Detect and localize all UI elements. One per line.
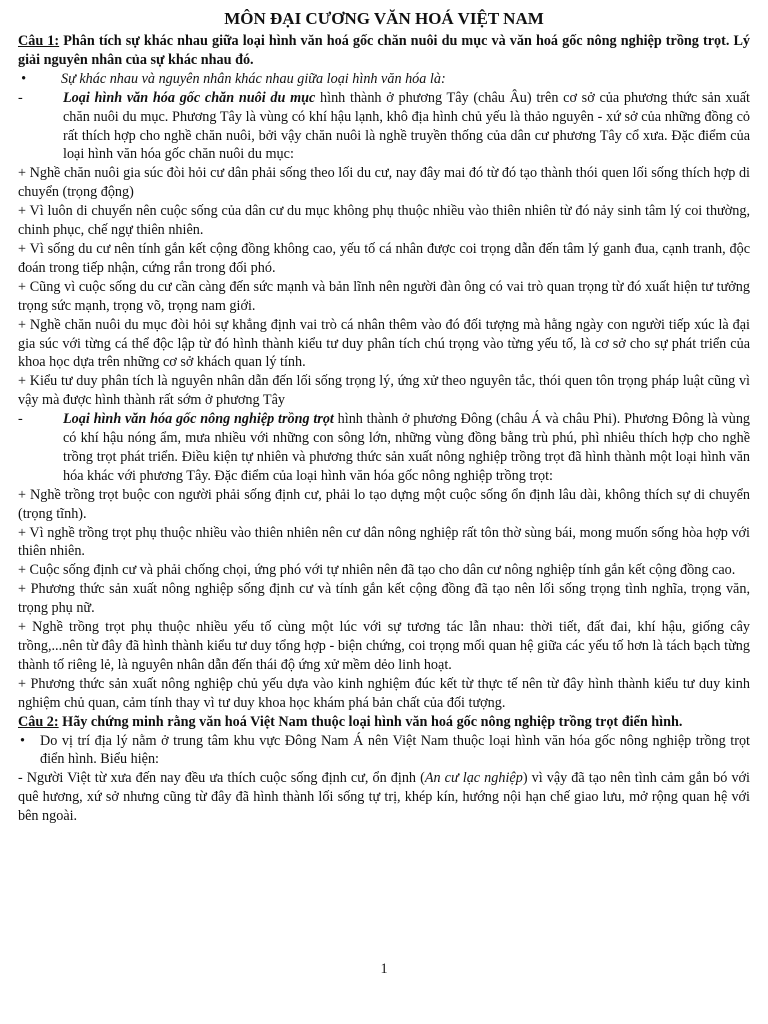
nomad-heading: Loại hình văn hóa gốc chăn nuôi du mục [63, 89, 316, 106]
q2-bullet-text: Do vị trí địa lý nằm ở trung tâm khu vực Đông Nam Á nên Việt Nam thuộc loại hình văn hóa gốc nông nghiệp trồng trọt điển hình. Biểu hiện: [40, 732, 750, 768]
question-2-label: Câu 2: [18, 713, 59, 730]
nomad-point: + Vì sống du cư nên tính gắn kết cộng đồng không cao, yếu tố cá nhân được coi trọng dẫn đến tâm lý ganh đua, cạnh tranh, độc đoán trong tiếp nhận, cứng rắn trong đối phó. [18, 240, 750, 276]
agri-text: hình thành ở phương Đông (châu Á và châu Phi). Phương Đông là vùng có khí hậu nóng ẩm, mưa nhiều với những con sông lớn, những vùng đồng bằng trù phú, phì nhiêu thích hợp cho nghề trồng trọt phát triển. Điều kiện tự nhiên và phương thức sản xuất nông nghiệp trồng trọt đã hình thành một loại hình văn hóa khác với phương Tây. Đặc điểm của loại hình văn hóa gốc nông nghiệp trồng trọt: [63, 411, 751, 484]
question-1-text: Phân tích sự khác nhau giữa loại hình văn hoá gốc chăn nuôi du mục và văn hoá gốc nông nghiệp trồng trọt. Lý giải nguyên nhân của sự khác nhau đó. [18, 33, 750, 68]
dash-mark: - [18, 89, 23, 106]
q2-bullet [18, 732, 750, 770]
page-number: 1 [380, 961, 388, 977]
agri-point: + Nghề trồng trọt phụ thuộc nhiều yếu tố cùng một lúc với sự tương tác lẫn nhau: thời tiết, đất đai, khí hậu, giống cây trồng,...nên từ đây đã hình thành kiểu tư duy tổng hợp - biện chứng, coi trọng mối quan hệ giữa các yếu tố hơn là tách bạch từng thành tố riêng lẻ, là nguyên nhân dẫn đến thái độ ứng xử mềm dẻo linh hoạt. [18, 619, 750, 673]
bullet-icon: • [21, 70, 26, 87]
agri-point: + Phương thức sản xuất nông nghiệp chủ yếu dựa vào kinh nghiệm đúc kết từ thực tế nên từ đây hình thành kiểu tư duy kinh nghiệm chủ quan, cảm tính thay vì tư duy khoa học khám phá bản chất của đối tượng. [18, 675, 750, 711]
agri-point: + Cuộc sống định cư và phải chống chọi, ứng phó với tự nhiên nên đã tạo cho dân cư nông nghiệp tính gắn kết cộng đồng cao. [18, 562, 736, 579]
agri-paragraph [18, 410, 750, 486]
question-2-text: Hãy chứng minh rằng văn hoá Việt Nam thuộc loại hình văn hoá gốc nông nghiệp trồng trọt điển hình. [58, 713, 683, 730]
nomad-point: + Vì luôn di chuyển nên cuộc sống của dân cư du mục không phụ thuộc nhiều vào thiên nhiên từ đó nảy sinh tâm lý coi thường, chinh phục, chế ngự thiên nhiên. [18, 203, 750, 239]
nomad-point: + Nghề chăn nuôi gia súc đòi hỏi cư dân phải sống theo lối du cư, nay đây mai đó từ đó tạo thành thói quen lối sống thích hợp di chuyển (trọng động) [18, 165, 750, 201]
q2-paragraph [18, 769, 750, 826]
question-2 [18, 713, 750, 732]
q2-paragraph-italic: An cư lạc nghiệp [424, 770, 523, 787]
question-1-label: Câu 1: [18, 33, 60, 49]
nomad-point: + Cũng vì cuộc sống du cư cần càng đến sức mạnh và bản lĩnh nên người đàn ông có vai trò quan trọng từ đó xuất hiện tư tưởng trọng sức mạnh, trọng võ, trọng nam giới. [18, 278, 750, 314]
agri-point: + Vì nghề trồng trọt phụ thuộc nhiều vào thiên nhiên nên cư dân nông nghiệp rất tôn thờ sùng bái, mong muốn sống hòa hợp với thiên nhiên. [18, 524, 750, 560]
dash-mark: - [18, 411, 23, 428]
document-title: MÔN ĐẠI CƯƠNG VĂN HOÁ VIỆT NAM [224, 9, 544, 28]
nomad-text: hình thành ở phương Tây (châu Âu) trên cơ sở của phương thức sản xuất chăn nuôi du mục. Phương Tây là vùng có khí hậu lạnh, khô địa hình chủ yếu là thảo nguyên - xứ sở của những đồng cỏ rất thích hợp cho nghề chăn nuôi, bởi vậy chăn nuôi là nghề truyền thống của dân cư phương Tây cổ xưa. Đặc điểm của loại hình văn hóa gốc chăn nuôi du mục: [63, 89, 750, 163]
intro-bullet-text: Sự khác nhau và nguyên nhân khác nhau giữa loại hình văn hóa là: [61, 70, 446, 87]
nomad-paragraph [18, 89, 750, 165]
nomad-point: + Kiểu tư duy phân tích là nguyên nhân dẫn đến lối sống trọng lý, ứng xử theo nguyên tắc, thói quen tôn trọng pháp luật cũng vì vậy mà được hình thành rất sớm ở phương Tây [18, 373, 750, 409]
agri-point: + Nghề trồng trọt buộc con người phải sống định cư, phải lo tạo dựng một cuộc sống ổn định lâu dài, không thích sự di chuyển (trọng tĩnh). [18, 486, 750, 522]
bullet-icon: • [20, 732, 25, 749]
intro-bullet [18, 70, 750, 89]
question-1 [18, 32, 750, 70]
nomad-point: + Nghề chăn nuôi du mục đòi hỏi sự khẳng định vai trò cá nhân thêm vào đó đối tượng mà hằng ngày con người tiếp xúc là đại gia súc với từng cá thể độc lập từ đó hình thành kiểu tư duy phân tích chú trọng vào từng yếu tố, là cơ sở cho sự phát triển của khoa học dựa trên những cơ sở khách quan lý tính. [18, 316, 750, 371]
q2-paragraph-after: ) vì vậy đã tạo nên tình cảm gắn bó với quê hương, xứ sở nhưng cũng từ đây đã hình thành lối sống tự trị, khép kín, hướng nội hạn chế giao lưu, mở rộng quan hệ với bên ngoài. [18, 770, 750, 825]
q2-paragraph-before: - Người Việt từ xưa đến nay đều ưa thích cuộc sống định cư, ổn định ( [18, 770, 425, 787]
agri-point: + Phương thức sản xuất nông nghiệp sống định cư và tính gắn kết cộng đồng đã tạo nên lối sống trọng tình nghĩa, trọng văn, trọng phụ nữ. [18, 581, 750, 617]
agri-heading: Loại hình văn hóa gốc nông nghiệp trồng trọt [63, 411, 334, 428]
